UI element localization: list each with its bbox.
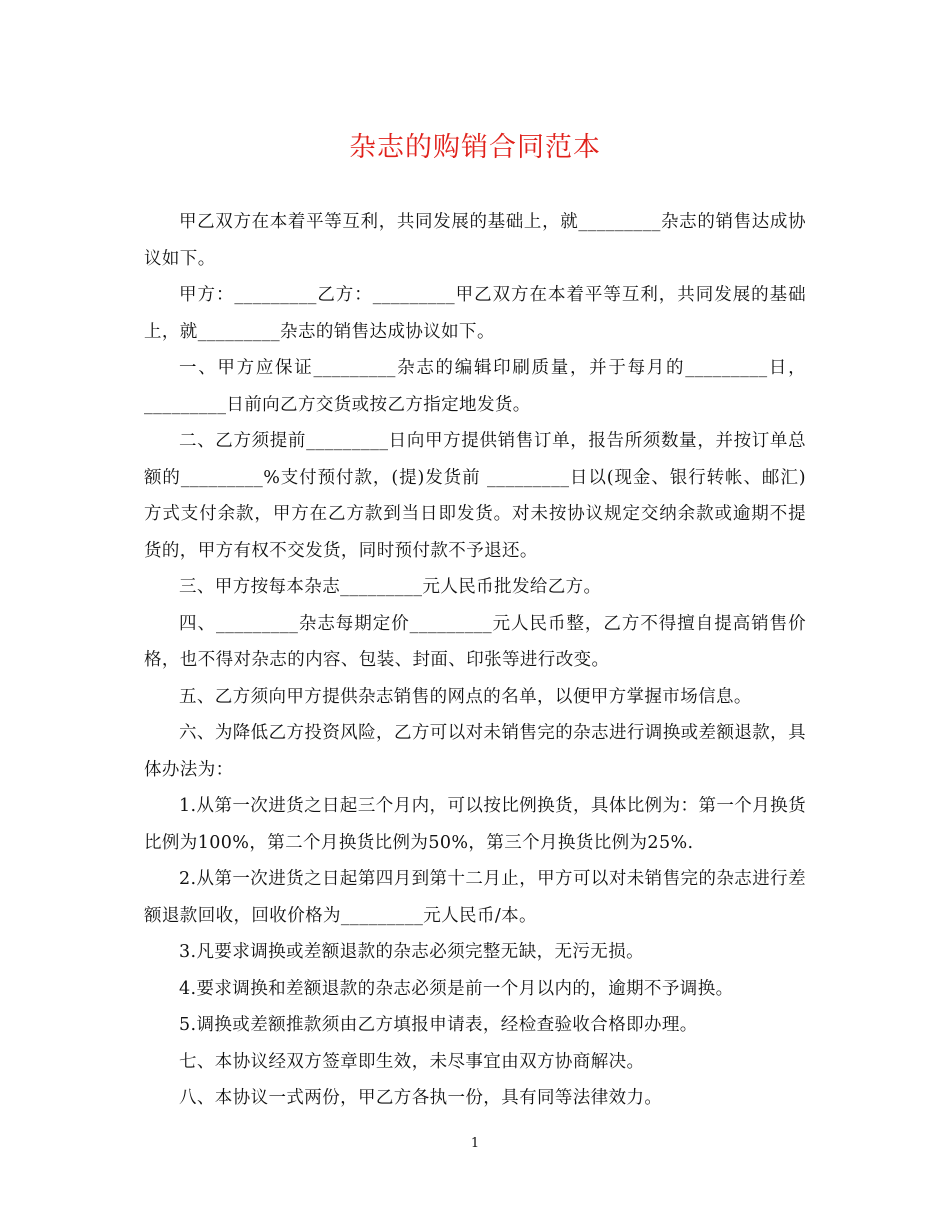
paragraph-intro: 甲乙双方在本着平等互利，共同发展的基础上，就_________杂志的销售达成协议如下。 [144, 212, 806, 269]
paragraph-parties: 甲方：_________乙方：_________甲乙双方在本着平等互利，共同发展的基础上，就_________杂志的销售达成协议如下。 [144, 285, 806, 342]
clause-6-item-5: 5.调换或差额推款须由乙方填报申请表，经检查验收合格即办理。 [179, 1015, 698, 1035]
clause-6: 六、为降低乙方投资风险，乙方可以对未销售完的杂志进行调换或差额退款，具体办法为： [144, 723, 806, 780]
document-title: 杂志的购销合同范本 [349, 132, 601, 163]
clause-6-item-1: 1.从第一次进货之日起三个月内，可以按比例换货，具体比例为：第一个月换货比例为100%，第二个月换货比例为50%，第三个月换货比例为25%. [144, 796, 806, 853]
clause-6-item-2: 2.从第一次进货之日起第四月到第十二月止，甲方可以对未销售完的杂志进行差额退款回收，回收价格为_________元人民币/本。 [144, 869, 806, 926]
clause-8: 八、本协议一式两份，甲乙方各执一份，具有同等法律效力。 [179, 1088, 663, 1108]
clause-5: 五、乙方须向甲方提供杂志销售的网点的名单，以便甲方掌握市场信息。 [179, 686, 752, 707]
document-body [144, 204, 806, 1117]
clause-1: 一、甲方应保证_________杂志的编辑印刷质量，并于每月的_________日，_________日前向乙方交货或按乙方指定地发货。 [144, 358, 806, 415]
clause-4: 四、_________杂志每期定价_________元人民币整，乙方不得擅自提高销售价格，也不得对杂志的内容、包装、封面、印张等进行改变。 [144, 613, 806, 670]
clause-7: 七、本协议经双方签章即生效，未尽事宜由双方协商解决。 [179, 1051, 645, 1072]
clause-3: 三、甲方按每本杂志_________元人民币批发给乙方。 [179, 577, 602, 597]
clause-6-item-4: 4.要求调换和差额退款的杂志必须是前一个月以内的，逾期不予调换。 [179, 978, 734, 999]
clause-6-item-3: 3.凡要求调换或差额退款的杂志必须完整无缺，无污无损。 [179, 942, 644, 962]
page-number: 1 [470, 1136, 480, 1151]
clause-2: 二、乙方须提前_________日向甲方提供销售订单，报告所须数量，并按订单总额的_________%支付预付款，(提)发货前 _________日以(现金、银行转帐、邮汇)方式支付余款，甲方在乙方款到当日即发货。对未按协议规定交纳余款或逾期不提货的，甲方有权不交发货，同时预付款不予退还。 [144, 431, 806, 561]
